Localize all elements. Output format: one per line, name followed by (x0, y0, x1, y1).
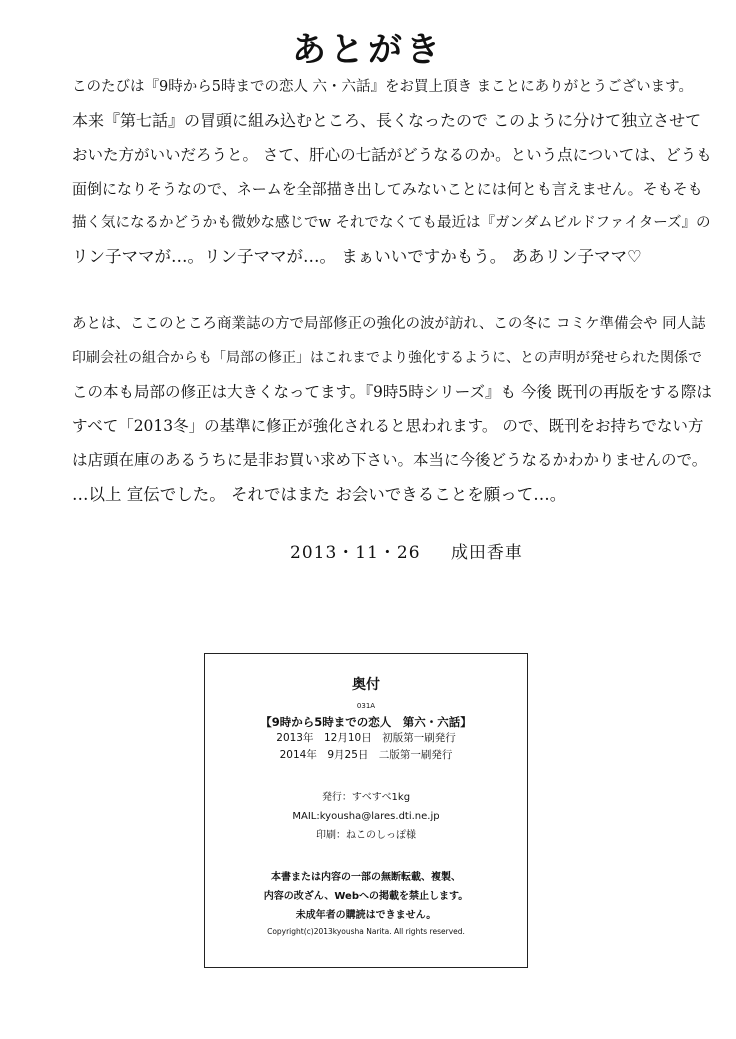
text-line: …以上 宣伝でした。 それではまた お会いできることを願って…。 (72, 485, 567, 504)
text-line: おいた方がいいだろうと。 さて、肝心の七話がどうなるのか。という点については、どうも (72, 146, 712, 164)
afterword-paragraph-1 (72, 70, 712, 274)
text-line: 描く気になるかどうかも微妙な感じでw それでなくても最近は『ガンダムビルドファイターズ』の (72, 215, 711, 231)
colophon-notice: 未成年者の購読はできません。 (295, 910, 437, 921)
text-line: 本来『第七話』の冒頭に組み込むところ、長くなったので このように分けて独立させて (72, 111, 702, 130)
text-line: は店頭在庫のあるうちに是非お買い求め下さい。本当に今後どうなるかわかりませんので。 (72, 451, 708, 469)
text-line: すべて「2013冬」の基準に修正が強化されると思われます。 ので、既刊をお持ちでない方 (72, 417, 704, 435)
text-line: 面倒になりそうなので、ネームを全部描き出してみないことには何とも言えません。そもそも (72, 180, 703, 198)
text-line: 印刷会社の組合からも「局部の修正」はこれまでより強化するように、との声明が発せられた関係で (72, 350, 702, 366)
colophon-second-edition: 2014年 9月25日 二版第一刷発行 (279, 749, 453, 761)
text-line: リン子ママが…。リン子ママが…。 まぁいいですかもう。 ああリン子ママ♡ (72, 247, 642, 266)
colophon-code: 031A (356, 702, 376, 710)
text-line: この本も局部の修正は大きくなってます。『9時5時シリーズ』も 今後 既刊の再版をする際は (72, 383, 712, 401)
colophon-mail: MAIL:kyousha@lares.dti.ne.jp (292, 811, 440, 822)
colophon-heading: 奥付 (352, 677, 380, 693)
colophon-printer: 印刷：ねこのしっぽ様 (316, 830, 416, 841)
text-line: あとは、ここのところ商業誌の方で局部修正の強化の波が訪れ、この冬に コミケ準備会や 同人誌 (72, 316, 706, 332)
colophon-book-title: 【9時から5時までの恋人 第六・六話】 (260, 715, 472, 729)
afterword-paragraph-2 (72, 308, 712, 512)
colophon-box (204, 653, 528, 968)
signoff-date: 2013・11・26 (290, 543, 421, 563)
author-name: 成田香車 (450, 543, 523, 563)
colophon-copyright: Copyright(c)2013kyousha Narita. All rights reserved. (267, 927, 465, 936)
text-line: このたびは『9時から5時までの恋人 六・六話』をお買上頂き まことにありがとうございます。 (72, 79, 694, 95)
signoff (290, 538, 550, 563)
colophon-notice: 内容の改ざん、Webへの掲載を禁止します。 (263, 891, 469, 902)
afterword-title: あとがき (292, 30, 444, 70)
colophon-first-edition: 2013年 12月10日 初版第一刷発行 (276, 732, 456, 744)
colophon-notice: 本書または内容の一部の無断転載、複製、 (271, 872, 461, 883)
colophon-publisher: 発行：すべすべ1kg (321, 792, 411, 803)
